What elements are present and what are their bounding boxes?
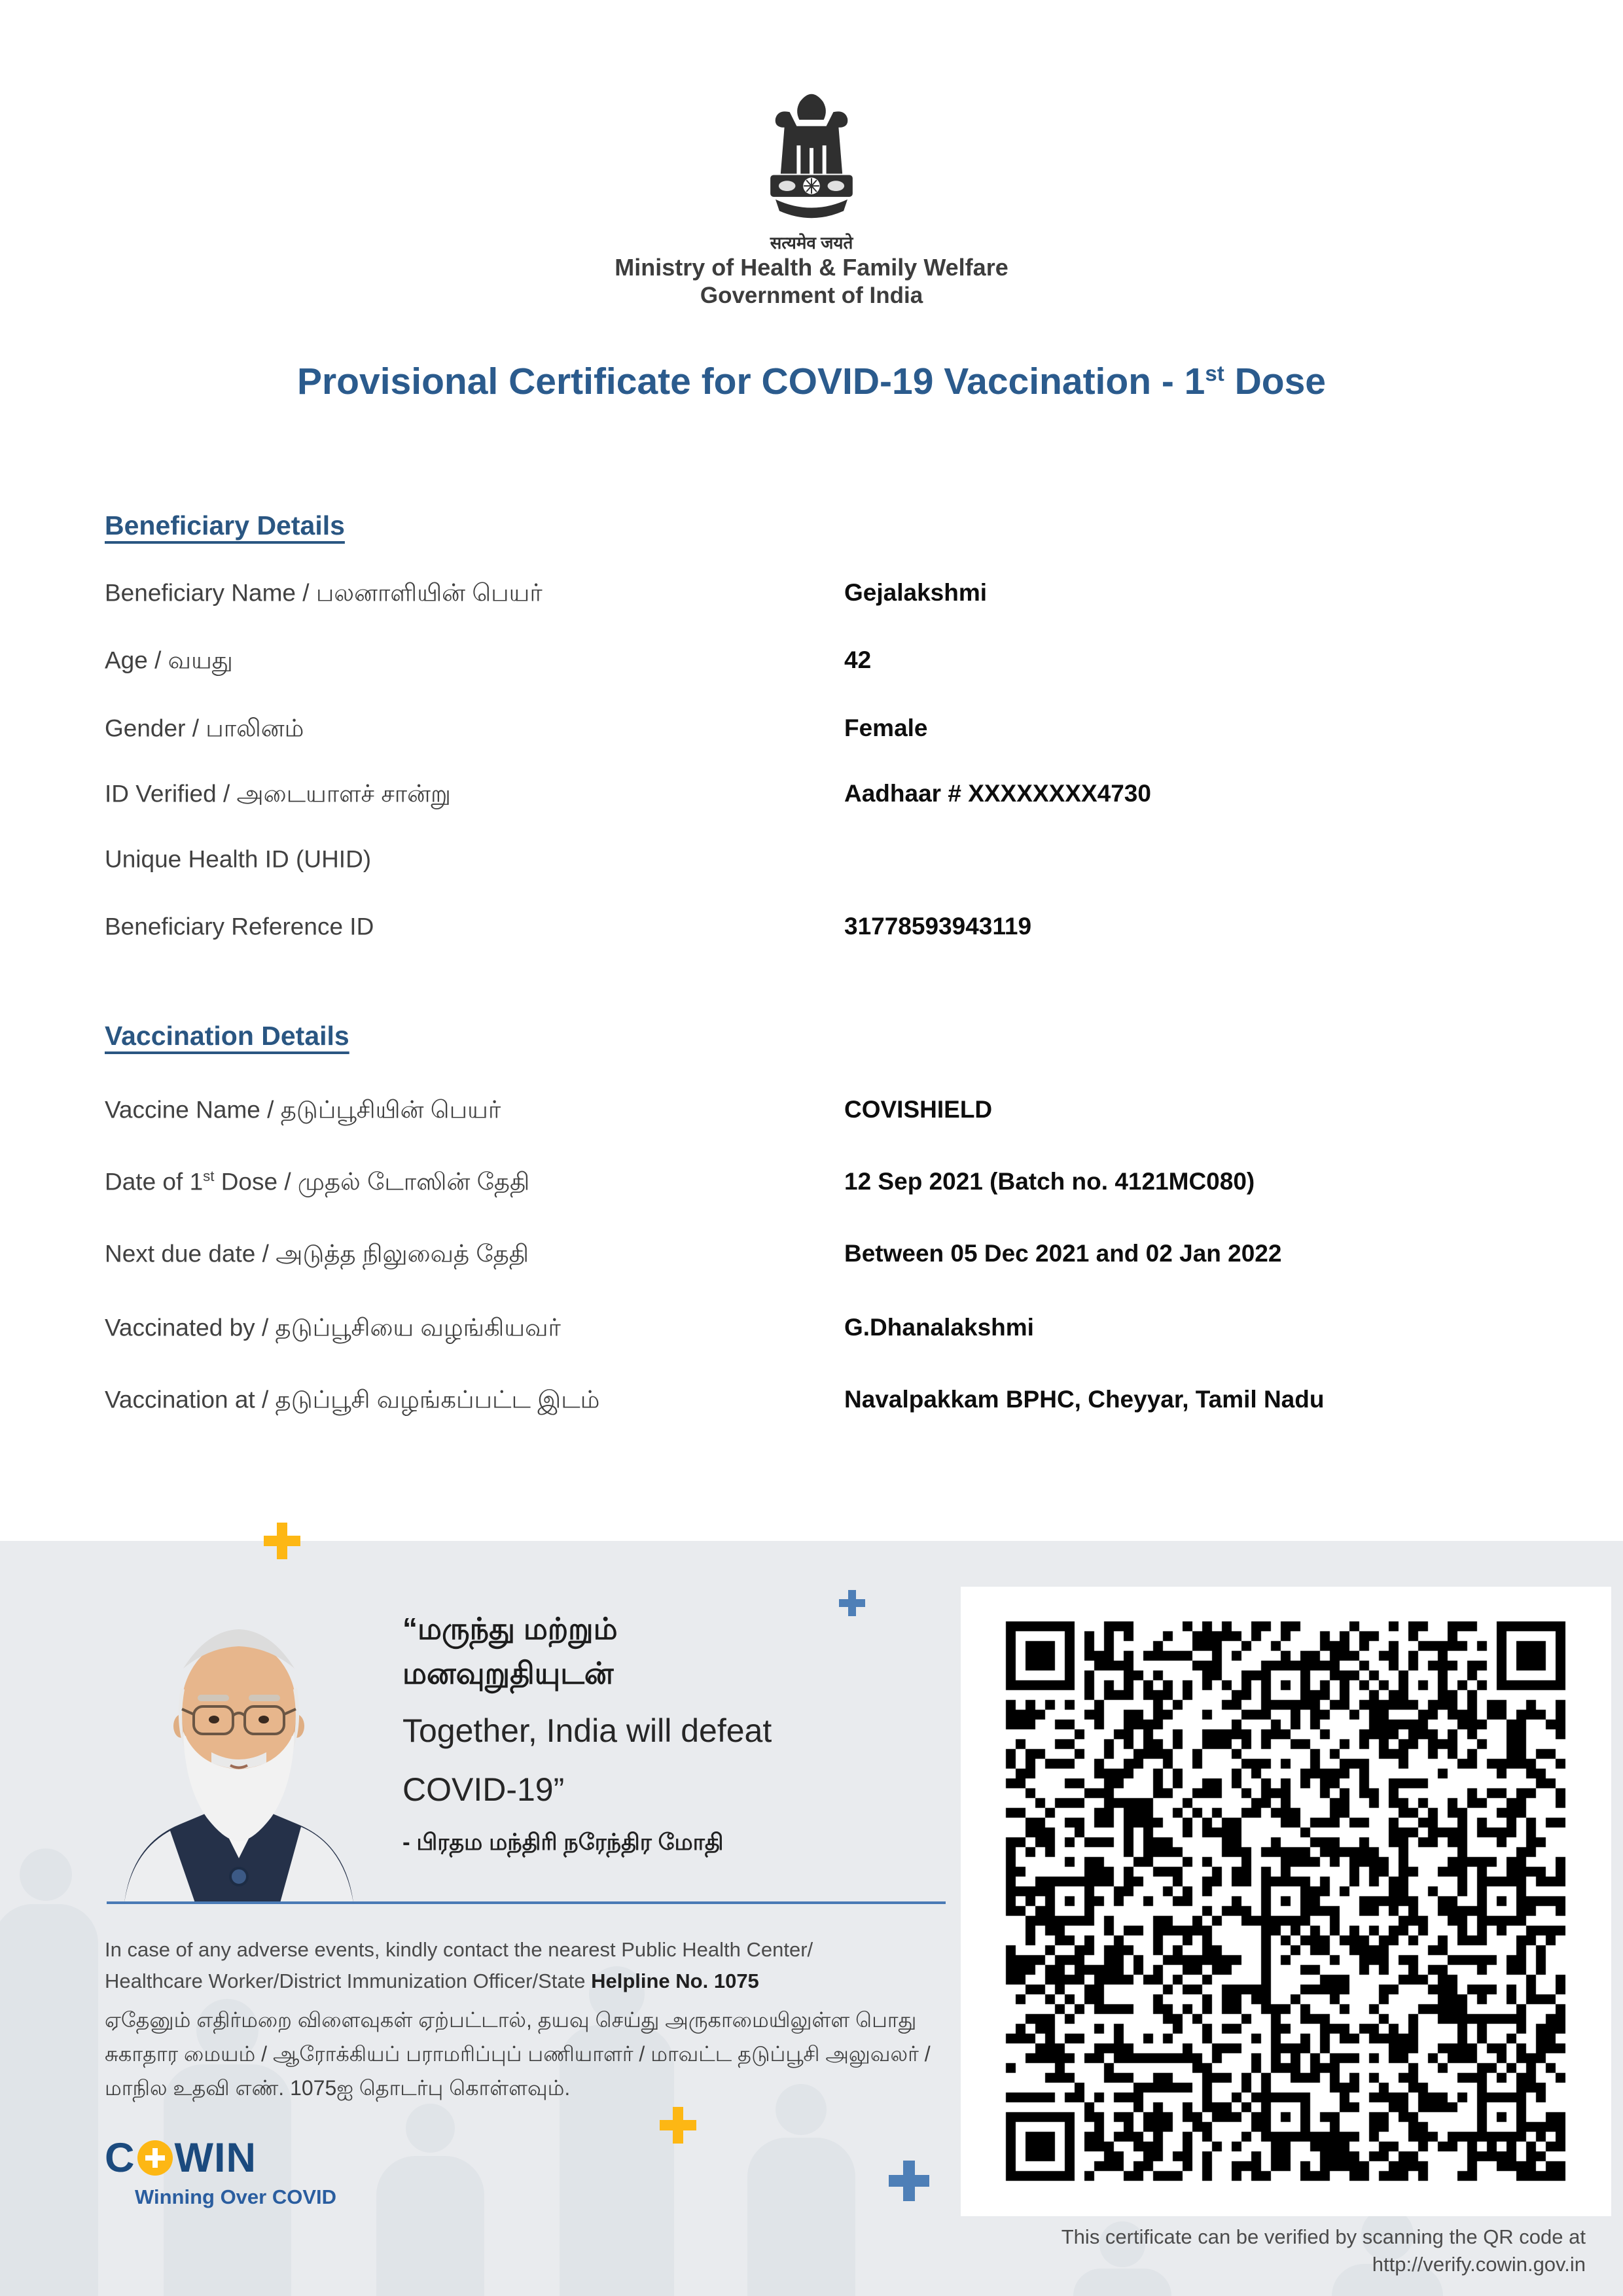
silhouette-decoration	[20, 1848, 72, 1901]
national-emblem-icon	[0, 84, 1623, 230]
row-label	[105, 845, 844, 873]
quote-english-line1: Together, India will defeat	[402, 1712, 772, 1749]
notice-english-line2: Healthcare Worker/District Immunization Officer/State	[105, 1969, 592, 1993]
pm-portrait-illustration	[85, 1570, 393, 1903]
silhouette-decoration	[376, 2156, 484, 2296]
quote-tamil-line1: “மருந்து மற்றும்	[402, 1612, 618, 1646]
vaccination-row	[105, 1096, 1571, 1127]
row-label-text: Beneficiary Reference ID	[105, 913, 374, 940]
row-label	[105, 1240, 844, 1271]
cowin-logo-win: WIN	[174, 2135, 257, 2181]
row-label-text: Beneficiary Name / பலனாளியின் பெயர்	[105, 579, 543, 607]
notice-tamil-line3: மாநில உதவி எண். 1075ஐ தொடர்பு கொள்ளவும்.	[105, 2075, 571, 2100]
row-label-text: Gender / பாலினம்	[105, 715, 304, 742]
row-label	[105, 646, 844, 677]
notice-english-line1: In case of any adverse events, kindly contact the nearest Public Health Center/	[105, 1938, 813, 1961]
row-value: 31778593943119	[844, 913, 1032, 940]
decor-plus-icon	[889, 2161, 929, 2201]
cowin-plus-icon	[137, 2140, 173, 2176]
quote-attribution: - பிரதம மந்திரி நரேந்திர மோதி	[402, 1829, 724, 1855]
row-label	[105, 913, 844, 940]
decor-plus-icon	[264, 1523, 300, 1559]
beneficiary-row	[105, 646, 1571, 677]
beneficiary-row	[105, 715, 1571, 745]
row-label-tail: Dose / முதல் டோஸின் தேதி	[214, 1168, 530, 1195]
government-line: Government of India	[700, 283, 923, 308]
row-label	[105, 715, 844, 745]
row-value: Female	[844, 715, 928, 742]
qr-panel	[961, 1587, 1611, 2216]
row-label-text: Vaccinated by / தடுப்பூசியை வழங்கியவர்	[105, 1314, 561, 1341]
row-label-text: Age / வயது	[105, 646, 233, 674]
beneficiary-details-heading: Beneficiary Details	[105, 510, 345, 540]
vaccination-row	[105, 1240, 1571, 1271]
silhouette-decoration	[406, 2104, 455, 2153]
row-label-text: Vaccine Name / தடுப்பூசியின் பெயர்	[105, 1096, 501, 1123]
qr-caption-line1: This certificate can be verified by scanning the QR code at	[1061, 2225, 1586, 2248]
cowin-logo-c: C	[105, 2135, 135, 2181]
emblem-caption: सत्यमेव जयते	[770, 233, 853, 253]
lion-capital-icon	[760, 84, 863, 226]
quote-english-line2: COVID-19”	[402, 1771, 565, 1808]
notice-tamil-line1: ஏதேனும் எதிர்மறை விளைவுகள் ஏற்பட்டால், தயவு செய்து அருகாமையிலுள்ள பொது	[105, 2008, 917, 2032]
row-value: 12 Sep 2021 (Batch no. 4121MC080)	[844, 1168, 1255, 1195]
qr-caption	[669, 2223, 1586, 2278]
decor-plus-icon	[660, 2107, 696, 2144]
row-label	[105, 1096, 844, 1127]
row-label-sup: st	[203, 1168, 215, 1184]
row-label	[105, 1314, 844, 1345]
quote-tamil-line2: மனவுறுதியுடன்	[402, 1656, 614, 1690]
certificate-title-ordinal: st	[1205, 362, 1224, 386]
row-value: G.Dhanalakshmi	[844, 1314, 1034, 1341]
row-value: COVISHIELD	[844, 1096, 993, 1123]
vaccination-row	[105, 1386, 1571, 1417]
certificate-title-text: Provisional Certificate for COVID-19 Vaccination - 1	[296, 361, 1205, 402]
row-label-text: Unique Health ID (UHID)	[105, 845, 372, 873]
qr-verify-url: http://verify.cowin.gov.in	[1372, 2252, 1586, 2276]
beneficiary-row	[105, 579, 1571, 610]
row-label-text: ID Verified / அடையாளச் சான்று	[105, 780, 451, 807]
row-label	[105, 1386, 844, 1417]
row-value: Between 05 Dec 2021 and 02 Jan 2022	[844, 1240, 1282, 1267]
notice-english	[105, 1934, 955, 1997]
row-value: Gejalakshmi	[844, 579, 988, 607]
divider-line	[107, 1901, 946, 1904]
silhouette-decoration	[0, 1904, 98, 2296]
ministry-line: Ministry of Health & Family Welfare	[615, 254, 1008, 281]
beneficiary-row	[105, 845, 1571, 873]
beneficiary-row	[105, 780, 1571, 811]
beneficiary-row	[105, 913, 1571, 940]
notice-tamil-line2: சுகாதார மையம் / ஆரோக்கியப் பராமரிப்புப் பணியாளர் / மாவட்ட தடுப்பூசி அலுவலர் /	[105, 2041, 931, 2066]
vaccination-details-heading: Vaccination Details	[105, 1021, 349, 1051]
certificate-title-tail: Dose	[1224, 361, 1327, 402]
qr-code	[991, 1607, 1580, 2196]
row-value: 42	[844, 646, 872, 674]
cowin-logo	[105, 2134, 257, 2181]
row-label	[105, 579, 844, 610]
row-value: Aadhaar # XXXXXXXX4730	[844, 780, 1151, 807]
row-label	[105, 1168, 844, 1199]
helpline-number: Helpline No. 1075	[591, 1969, 759, 1993]
decor-plus-icon	[839, 1590, 865, 1616]
vaccination-row	[105, 1314, 1571, 1345]
certificate-title	[0, 360, 1623, 403]
row-value: Navalpakkam BPHC, Cheyyar, Tamil Nadu	[844, 1386, 1325, 1413]
vaccination-row	[105, 1168, 1571, 1199]
row-label	[105, 780, 844, 811]
row-label-text: Date of 1	[105, 1168, 204, 1195]
row-label-text: Vaccination at / தடுப்பூசி வழங்கப்பட்ட இடம்	[105, 1386, 600, 1413]
cowin-tagline: Winning Over COVID	[135, 2185, 337, 2208]
notice-tamil	[105, 2004, 955, 2105]
row-label-text: Next due date / அடுத்த நிலுவைத் தேதி	[105, 1240, 529, 1267]
